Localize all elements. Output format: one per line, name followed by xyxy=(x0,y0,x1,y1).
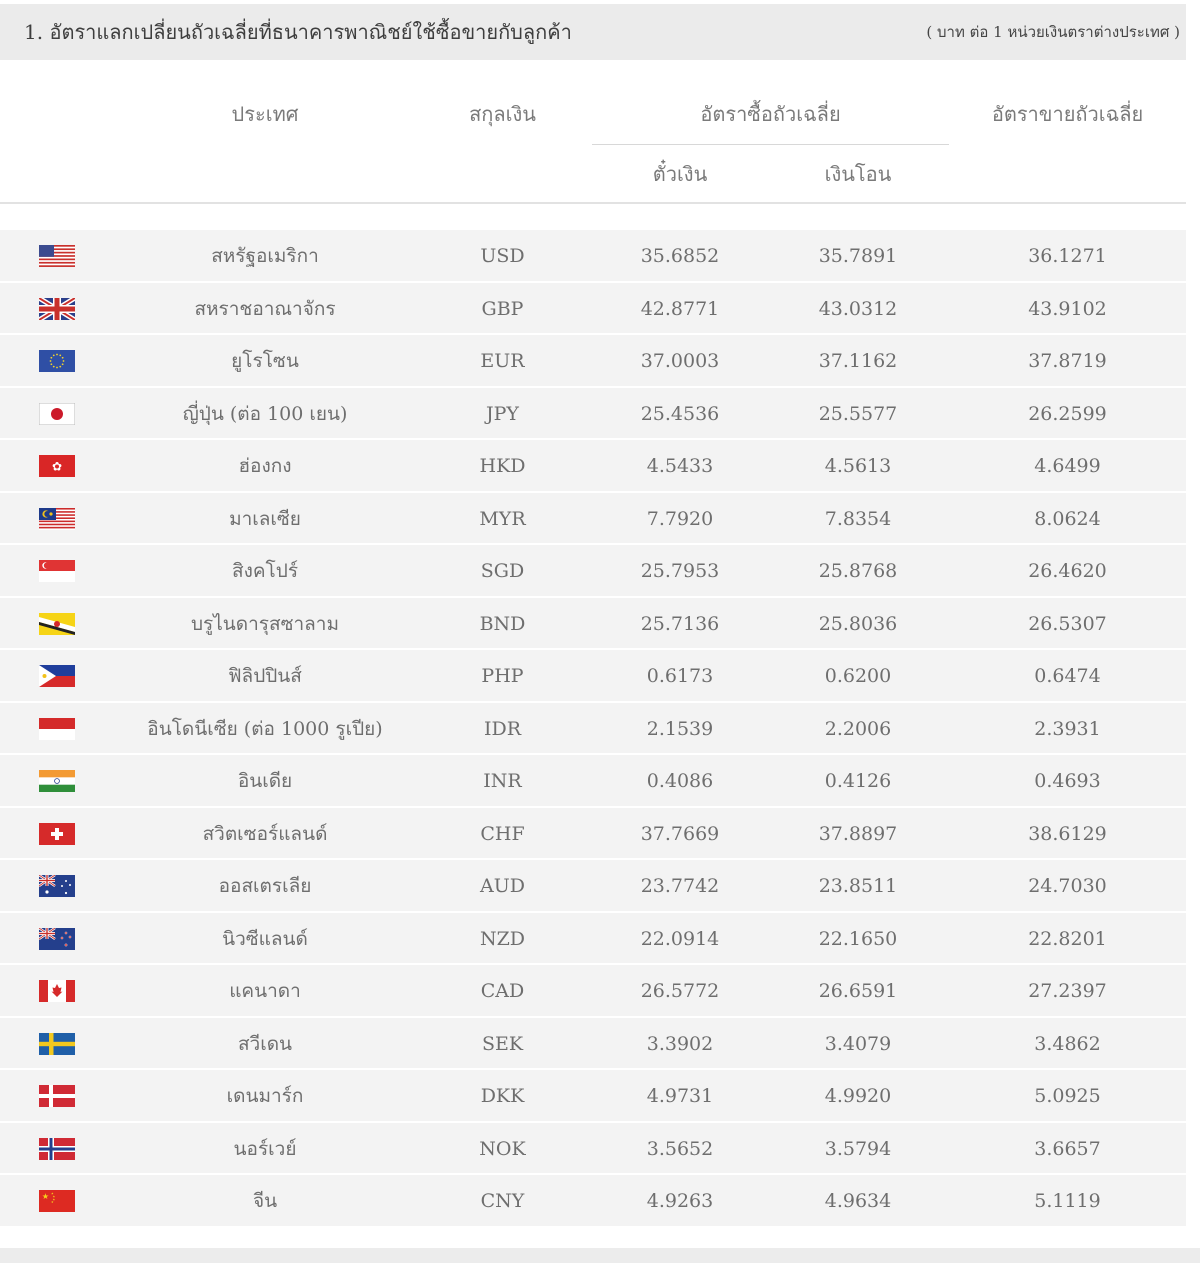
table-row xyxy=(0,598,1186,651)
table-row xyxy=(0,335,1186,388)
table-row xyxy=(0,440,1186,493)
currency-code-cell: EUR xyxy=(480,350,525,372)
bill-rate-cell: 4.9263 xyxy=(646,1190,714,1212)
country-cell: สหราชอาณาจักร xyxy=(194,297,336,320)
bill-rate-cell: 22.0914 xyxy=(640,927,720,950)
table-row xyxy=(0,545,1186,598)
currency-code-cell: NOK xyxy=(479,1137,526,1160)
switzerland-flag-icon xyxy=(39,823,75,845)
denmark-flag-icon xyxy=(39,1085,75,1107)
sell-rate-cell: 5.0925 xyxy=(1034,1085,1101,1107)
brunei-flag-icon xyxy=(39,613,75,635)
rates-table-body xyxy=(0,230,1186,1228)
table-row xyxy=(0,1175,1186,1228)
header-bill: ตั๋วเงิน xyxy=(652,162,708,186)
bill-rate-cell: 42.8771 xyxy=(640,297,720,320)
transfer-rate-cell: 37.1162 xyxy=(818,350,898,372)
country-cell: ยูโรโซน xyxy=(231,350,299,372)
currency-code-cell: HKD xyxy=(479,455,526,477)
country-cell: มาเลเซีย xyxy=(229,507,301,530)
bill-rate-cell: 4.9731 xyxy=(646,1085,714,1107)
bill-rate-cell: 3.5652 xyxy=(646,1137,714,1160)
transfer-rate-cell: 4.9920 xyxy=(824,1085,892,1107)
currency-code-cell: BND xyxy=(479,612,526,635)
bill-rate-cell: 25.7136 xyxy=(640,612,720,635)
philippines-flag-icon xyxy=(39,665,75,687)
table-row xyxy=(0,703,1186,756)
transfer-rate-cell: 4.9634 xyxy=(824,1190,892,1212)
bill-rate-cell: 37.7669 xyxy=(640,822,720,845)
table-row xyxy=(0,1070,1186,1123)
table-row xyxy=(0,965,1186,1018)
country-cell: สิงคโปร์ xyxy=(231,560,299,582)
country-cell: ฮ่องกง xyxy=(238,455,292,477)
transfer-rate-cell: 2.2006 xyxy=(824,717,892,740)
transfer-rate-cell: 26.6591 xyxy=(818,980,898,1002)
transfer-rate-cell: 25.8036 xyxy=(818,612,898,635)
bill-rate-cell: 2.1539 xyxy=(646,717,714,740)
svg-text:★: ★ xyxy=(52,1194,56,1199)
india-flag-icon xyxy=(39,770,75,792)
header-bottom-border xyxy=(0,202,1186,204)
australia-flag-icon xyxy=(39,875,75,897)
header-currency: สกุลเงิน xyxy=(469,102,536,126)
transfer-rate-cell: 25.8768 xyxy=(818,560,898,582)
currency-code-cell: SEK xyxy=(481,1032,524,1055)
sell-rate-cell: 26.5307 xyxy=(1028,612,1107,635)
eu-flag-icon xyxy=(39,350,75,372)
header-transfer: เงินโอน xyxy=(824,162,892,186)
country-cell: อินโดนีเซีย (ต่อ 1000 รูเปีย) xyxy=(147,717,383,740)
sell-rate-cell: 4.6499 xyxy=(1034,455,1101,477)
bill-rate-cell: 7.7920 xyxy=(646,507,714,530)
transfer-rate-cell: 3.4079 xyxy=(824,1032,892,1055)
bill-rate-cell: 3.3902 xyxy=(646,1032,714,1055)
sell-rate-cell: 8.0624 xyxy=(1034,507,1101,530)
table-row xyxy=(0,860,1186,913)
transfer-rate-cell: 4.5613 xyxy=(824,455,892,477)
china-flag-icon xyxy=(39,1190,75,1212)
currency-code-cell: GBP xyxy=(481,297,524,320)
sell-rate-cell: 43.9102 xyxy=(1028,297,1107,320)
svg-text:✿: ✿ xyxy=(51,459,63,474)
usa-flag-icon xyxy=(39,245,75,267)
country-cell: ออสเตรเลีย xyxy=(218,875,312,897)
table-row xyxy=(0,388,1186,441)
bill-rate-cell: 0.6173 xyxy=(646,665,714,687)
table-row xyxy=(0,283,1186,336)
currency-code-cell: CNY xyxy=(480,1190,525,1212)
table-row xyxy=(0,755,1186,808)
sell-rate-cell: 26.4620 xyxy=(1028,560,1107,582)
svg-text:★: ★ xyxy=(52,1197,56,1202)
header-divider xyxy=(592,144,949,145)
table-title-bar xyxy=(0,4,1186,60)
sell-rate-cell: 27.2397 xyxy=(1028,980,1107,1002)
country-cell: นอร์เวย์ xyxy=(233,1137,297,1160)
table-row xyxy=(0,808,1186,861)
currency-code-cell: SGD xyxy=(480,560,525,582)
currency-code-cell: NZD xyxy=(479,927,526,950)
sell-rate-cell: 3.4862 xyxy=(1034,1032,1101,1055)
indonesia-flag-icon xyxy=(39,718,75,740)
currency-code-cell: IDR xyxy=(483,717,522,740)
sell-rate-cell: 5.1119 xyxy=(1034,1190,1101,1212)
currency-code-cell: MYR xyxy=(479,507,526,530)
currency-code-cell: DKK xyxy=(480,1085,525,1107)
table-row xyxy=(0,650,1186,703)
bill-rate-cell: 35.6852 xyxy=(640,245,720,267)
sell-rate-cell: 22.8201 xyxy=(1028,927,1107,950)
country-cell: อินเดีย xyxy=(237,770,293,792)
uk-flag-icon xyxy=(39,298,75,320)
transfer-rate-cell: 0.6200 xyxy=(824,665,892,687)
country-cell: จีน xyxy=(252,1190,278,1212)
currency-code-cell: USD xyxy=(480,245,525,267)
bottom-bar xyxy=(0,1248,1200,1263)
transfer-rate-cell: 22.1650 xyxy=(818,927,898,950)
bill-rate-cell: 26.5772 xyxy=(640,980,720,1002)
table-row xyxy=(0,230,1186,283)
norway-flag-icon xyxy=(39,1138,75,1160)
currency-code-cell: PHP xyxy=(481,665,524,687)
transfer-rate-cell: 25.5577 xyxy=(818,402,898,425)
hongkong-flag-icon xyxy=(39,455,75,477)
sell-rate-cell: 3.6657 xyxy=(1034,1137,1101,1160)
table-row xyxy=(0,913,1186,966)
bill-rate-cell: 25.7953 xyxy=(640,560,720,582)
singapore-flag-icon xyxy=(39,560,75,582)
sell-rate-cell: 24.7030 xyxy=(1028,875,1107,897)
country-cell: แคนาดา xyxy=(229,980,301,1002)
currency-code-cell: CAD xyxy=(480,980,525,1002)
sell-rate-cell: 0.4693 xyxy=(1034,770,1101,792)
country-cell: ฟิลิปปินส์ xyxy=(228,665,302,687)
japan-flag-icon xyxy=(39,403,75,425)
bill-rate-cell: 25.4536 xyxy=(640,402,720,425)
country-cell: สวิตเซอร์แลนด์ xyxy=(202,822,328,845)
svg-text:★: ★ xyxy=(41,1192,50,1201)
bill-rate-cell: 0.4086 xyxy=(646,770,714,792)
svg-text:★: ★ xyxy=(51,1191,54,1196)
currency-code-cell: AUD xyxy=(480,875,525,897)
transfer-rate-cell: 7.8354 xyxy=(824,507,892,530)
bill-rate-cell: 37.0003 xyxy=(640,350,720,372)
newzealand-flag-icon xyxy=(39,928,75,950)
sell-rate-cell: 36.1271 xyxy=(1028,245,1107,267)
sweden-flag-icon xyxy=(39,1033,75,1055)
currency-code-cell: INR xyxy=(483,770,522,792)
bill-rate-cell: 23.7742 xyxy=(640,875,720,897)
transfer-rate-cell: 35.7891 xyxy=(818,245,898,267)
currency-code-cell: CHF xyxy=(480,822,525,845)
country-cell: สวีเดน xyxy=(237,1032,293,1055)
malaysia-flag-icon xyxy=(39,508,75,530)
transfer-rate-cell: 0.4126 xyxy=(824,770,892,792)
header-country: ประเทศ xyxy=(231,102,299,126)
transfer-rate-cell: 3.5794 xyxy=(824,1137,892,1160)
sell-rate-cell: 2.3931 xyxy=(1034,717,1101,740)
header-sell-average: อัตราขายถัวเฉลี่ย xyxy=(991,102,1144,126)
table-title: 1. อัตราแลกเปลี่ยนถัวเฉลี่ยที่ธนาคารพาณิชย์ใช้ซื้อขายกับลูกค้า xyxy=(24,20,572,44)
country-cell: นิวซีแลนด์ xyxy=(222,927,308,950)
sell-rate-cell: 0.6474 xyxy=(1034,665,1101,687)
svg-text:★: ★ xyxy=(51,1200,54,1204)
transfer-rate-cell: 43.0312 xyxy=(818,297,898,320)
transfer-rate-cell: 23.8511 xyxy=(818,875,898,897)
table-row xyxy=(0,1018,1186,1071)
country-cell: สหรัฐอเมริกา xyxy=(211,245,319,267)
table-row xyxy=(0,493,1186,546)
canada-flag-icon xyxy=(39,980,75,1002)
header-buy-average: อัตราซื้อถัวเฉลี่ย xyxy=(700,102,841,126)
sell-rate-cell: 26.2599 xyxy=(1028,402,1107,425)
currency-code-cell: JPY xyxy=(486,402,519,425)
unit-note: ( บาท ต่อ 1 หน่วยเงินตราต่างประเทศ ) xyxy=(926,23,1180,41)
sell-rate-cell: 38.6129 xyxy=(1028,822,1107,845)
country-cell: ญี่ปุ่น (ต่อ 100 เยน) xyxy=(182,402,348,425)
sell-rate-cell: 37.8719 xyxy=(1028,350,1107,372)
country-cell: บรูไนดารุสซาลาม xyxy=(190,612,340,635)
table-row xyxy=(0,1123,1186,1176)
transfer-rate-cell: 37.8897 xyxy=(818,822,898,845)
bill-rate-cell: 4.5433 xyxy=(646,455,714,477)
country-cell: เดนมาร์ก xyxy=(226,1085,304,1107)
